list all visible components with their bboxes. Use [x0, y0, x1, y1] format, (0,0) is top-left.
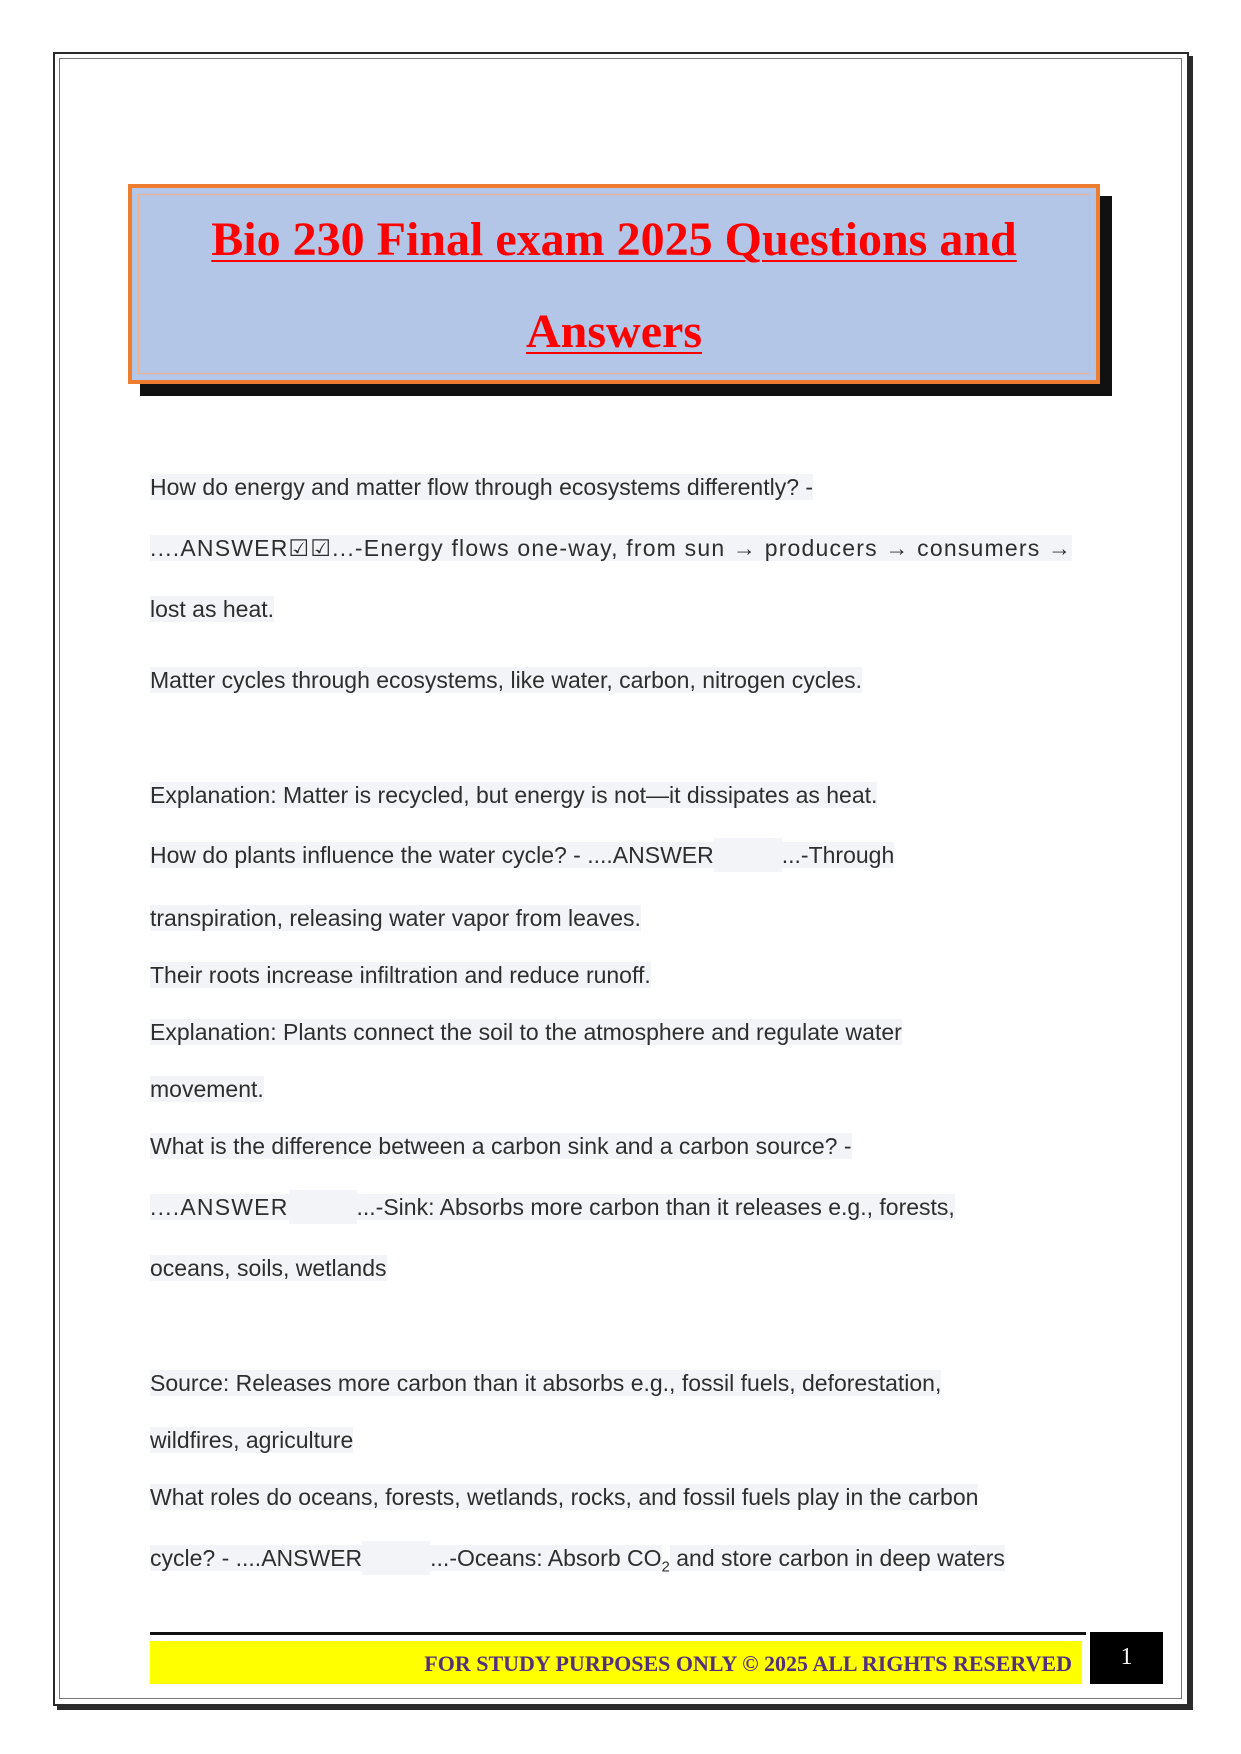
text-line: ...-Through — [781, 842, 895, 868]
subscript: 2 — [661, 1558, 670, 1576]
text-line: ...-Sink: Absorbs more carbon than it releases e.g., forests, — [356, 1194, 955, 1220]
text-line: How do energy and matter flow through ecosystems differently? - — [150, 474, 814, 500]
footer-band — [150, 1641, 1082, 1684]
page-number: 1 — [1090, 1632, 1163, 1684]
title-line-1: Bio 230 Final exam 2025 Questions and — [211, 213, 1017, 266]
text-line: oceans, soils, wetlands — [150, 1255, 387, 1281]
answer-1-line-2 — [150, 592, 274, 626]
footer-rule — [150, 1632, 1086, 1635]
title-line-2: Answers — [526, 305, 702, 358]
question-2 — [150, 838, 894, 872]
text-line: movement. — [150, 1076, 264, 1102]
answer-2-line-2 — [150, 958, 651, 992]
answer-3-line-1 — [150, 1190, 955, 1224]
text-line: transpiration, releasing water vapor from leaves. — [150, 905, 641, 931]
text-line: Explanation: Matter is recycled, but energy is not—it dissipates as heat. — [150, 782, 878, 808]
answer-3-line-4 — [150, 1423, 353, 1457]
text-line: Matter cycles through ecosystems, like water, carbon, nitrogen cycles. — [150, 667, 863, 693]
question-4-answer — [150, 1541, 1005, 1585]
text-line: What is the difference between a carbon sink and a carbon source? - — [150, 1133, 852, 1159]
answer-3-line-2 — [150, 1251, 387, 1285]
answer-1-line-3 — [150, 663, 862, 697]
question-4 — [150, 1480, 978, 1514]
text-line: How do plants influence the water cycle? - ....ANSWER — [150, 842, 714, 868]
title-box — [128, 184, 1100, 384]
text-line: ....ANSWER☑☑...-Energy flows one-way, from sun → producers → consumers → — [150, 535, 1073, 561]
explanation-2-line-2 — [150, 1072, 264, 1106]
answer-3-line-3 — [150, 1366, 941, 1400]
text-line: wildfires, agriculture — [150, 1427, 354, 1453]
explanation-2-line-1 — [150, 1015, 902, 1049]
document-title — [132, 194, 1096, 378]
text-line: What roles do oceans, forests, wetlands, rocks, and fossil fuels play in the carbon — [150, 1484, 979, 1510]
question-1 — [150, 470, 813, 504]
text-line: and store carbon in deep waters — [669, 1545, 1005, 1571]
answer-1-line-1 — [150, 531, 1072, 565]
answer-2-line-1 — [150, 901, 641, 935]
text-line: cycle? - ....ANSWER — [150, 1545, 363, 1571]
footer-text: FOR STUDY PURPOSES ONLY © 2025 ALL RIGHTS RESERVED — [424, 1651, 1072, 1676]
text-line: Their roots increase infiltration and reduce runoff. — [150, 962, 651, 988]
text-line: Explanation: Plants connect the soil to the atmosphere and regulate water — [150, 1019, 902, 1045]
explanation-1 — [150, 778, 877, 812]
text-line: ....ANSWER — [150, 1194, 289, 1220]
text-line: Source: Releases more carbon than it absorbs e.g., fossil fuels, deforestation, — [150, 1370, 942, 1396]
text-line: lost as heat. — [150, 596, 275, 622]
question-3 — [150, 1129, 852, 1163]
text-line: ...-Oceans: Absorb CO — [430, 1545, 662, 1571]
